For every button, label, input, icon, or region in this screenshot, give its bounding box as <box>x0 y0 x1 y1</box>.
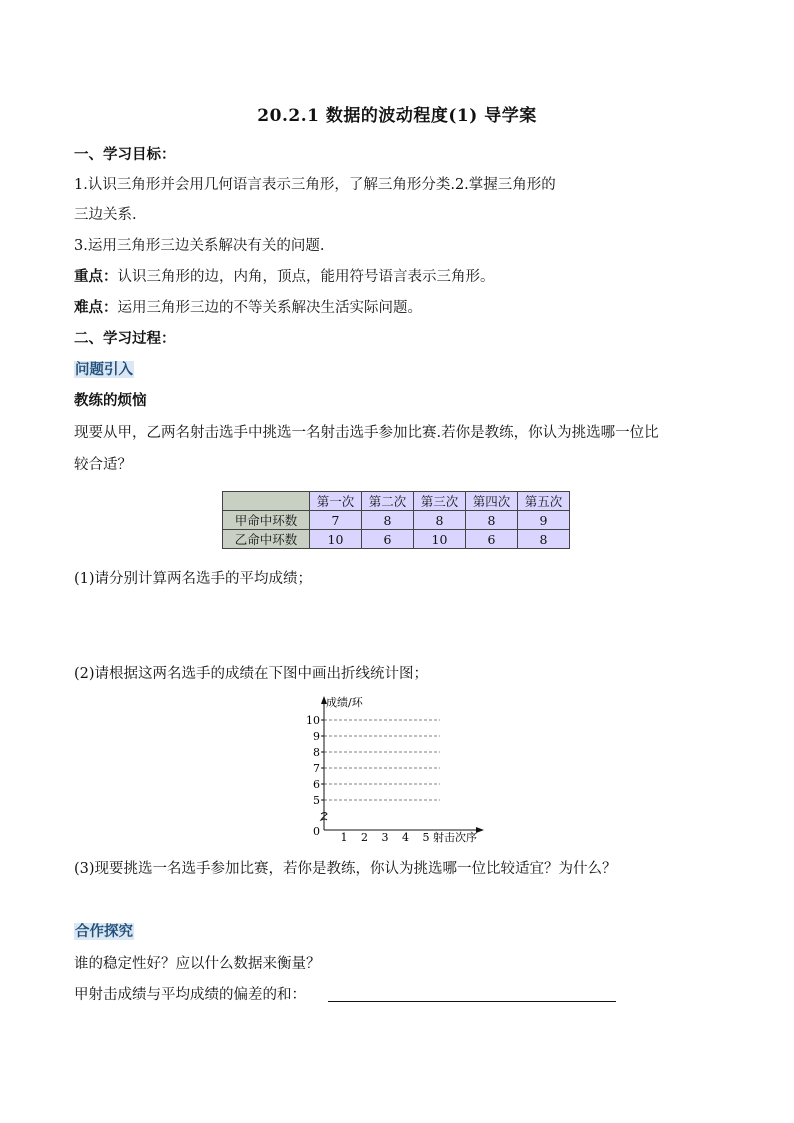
goal-line-3: 3.运用三角形三边关系解决有关的问题. <box>74 238 325 254</box>
question-3: (3)现要挑选一名选手参加比赛，若你是教练，你认为挑选哪一位比较适宜？为什么？ <box>74 861 617 877</box>
chart-axes <box>321 696 484 833</box>
table-header-row <box>223 492 570 511</box>
table-header-cell: 第一次 <box>310 492 362 511</box>
y-tick-label: 7 <box>313 762 320 775</box>
y-tick-label: 10 <box>306 714 320 727</box>
table-row-label: 甲命中环数 <box>223 511 310 530</box>
table-cell: 9 <box>518 511 570 530</box>
section-heading-goals: 一、学习目标： <box>74 146 176 163</box>
table-cell: 6 <box>362 530 414 549</box>
question-2: (2)请根据这两名选手的成绩在下图中画出折线统计图； <box>74 666 429 682</box>
y-axis-label: 成绩/环 <box>326 696 363 709</box>
x-tick-label: 4 <box>402 831 409 844</box>
x-axis-arrow <box>476 827 484 833</box>
table-cell: 7 <box>310 511 362 530</box>
table-cell: 10 <box>414 530 466 549</box>
problem-subtitle: 教练的烦恼 <box>74 392 147 409</box>
x-axis-label: 射击次序 <box>433 831 477 844</box>
difficult-point <box>74 298 422 318</box>
key-point <box>74 267 495 287</box>
table-cell: 8 <box>466 511 518 530</box>
table-header-cell: 第二次 <box>362 492 414 511</box>
table-corner-cell <box>223 492 310 511</box>
table-cell: 8 <box>414 511 466 530</box>
key-point-label: 重点： <box>74 268 118 285</box>
y-tick-label: 6 <box>313 778 320 791</box>
x-tick-label: 1 <box>340 831 348 844</box>
score-line-chart <box>300 690 500 850</box>
section-heading-process: 二、学习过程： <box>74 330 176 347</box>
table-row <box>223 511 570 530</box>
scores-table <box>222 491 570 549</box>
page-title: 20.2.1 数据的波动程度(1) 导学案 <box>257 106 537 126</box>
goal-line-1-cont: 三边关系. <box>74 207 137 223</box>
chart-ticks <box>306 714 430 844</box>
explore-tag-wrap <box>74 922 134 942</box>
explore-prompt: 甲射击成绩与平均成绩的偏差的和： <box>74 987 306 1003</box>
table-cell: 10 <box>310 530 362 549</box>
table-row-label: 乙命中环数 <box>223 530 310 549</box>
x-tick-label: 5 <box>422 831 430 844</box>
origin-label: 0 <box>313 825 320 838</box>
y-tick-label: 9 <box>313 730 320 743</box>
question-1: (1)请分别计算两名选手的平均成绩； <box>74 571 313 587</box>
intro-tag: 问题引入 <box>75 361 133 378</box>
explore-tag: 合作探究 <box>75 923 133 940</box>
table-cell: 6 <box>466 530 518 549</box>
table-header-cell: 第三次 <box>414 492 466 511</box>
key-point-text: 认识三角形的边，内角，顶点，能用符号语言表示三角形。 <box>117 269 495 285</box>
answer-blank-line[interactable] <box>328 1001 616 1002</box>
table-row <box>223 530 570 549</box>
table-header-cell: 第五次 <box>518 492 570 511</box>
problem-line-1: 现要从甲，乙两名射击选手中挑选一名射击选手参加比赛.若你是教练，你认为挑选哪一位比 <box>74 425 659 441</box>
table-cell: 8 <box>362 511 414 530</box>
y-tick-label: 5 <box>313 794 320 807</box>
chart-grid <box>324 720 440 800</box>
difficult-point-label: 难点： <box>74 299 118 316</box>
table-cell: 8 <box>518 530 570 549</box>
intro-tag-wrap <box>74 360 134 380</box>
y-tick-label: 8 <box>313 746 320 759</box>
table-header-cell: 第四次 <box>466 492 518 511</box>
x-tick-label: 3 <box>381 831 389 844</box>
explore-question: 谁的稳定性好？应以什么数据来衡量？ <box>74 956 321 972</box>
problem-line-2: 较合适？ <box>74 457 132 473</box>
difficult-point-text: 运用三角形三边的不等关系解决生活实际问题。 <box>117 300 422 316</box>
goal-line-1: 1.认识三角形并会用几何语言表示三角形，了解三角形分类.2.掌握三角形的 <box>74 177 556 193</box>
x-tick-label: 2 <box>361 831 368 844</box>
